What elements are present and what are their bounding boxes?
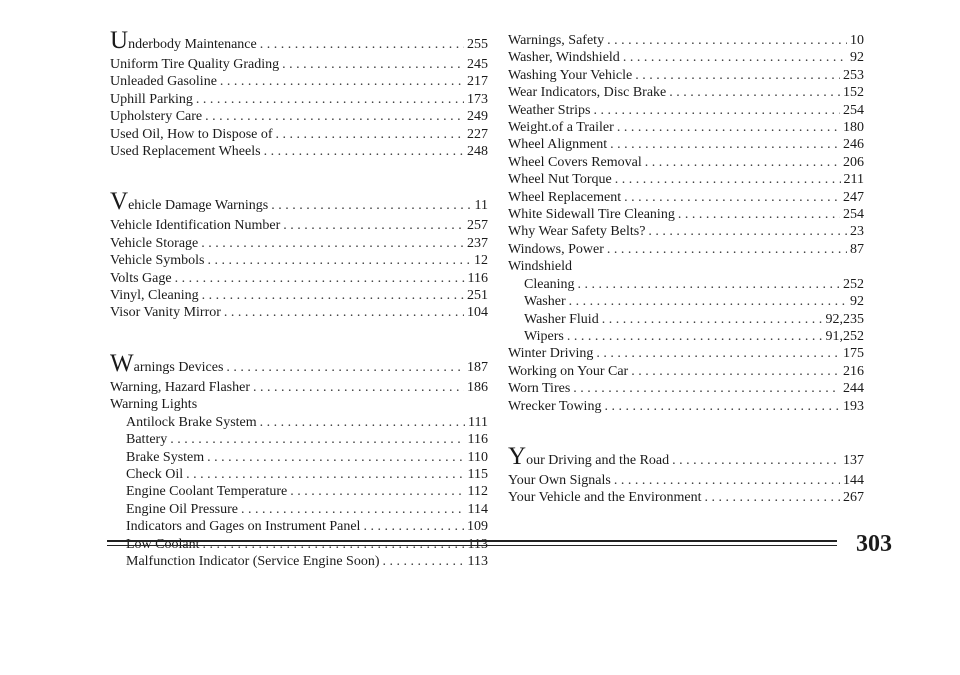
entry-page: 248 <box>467 144 488 160</box>
leader-dots <box>170 431 464 448</box>
entry-page: 11 <box>474 198 488 214</box>
index-entry <box>110 414 488 431</box>
entry-label: Washer Fluid <box>524 311 599 327</box>
page-number: 303 <box>856 531 892 557</box>
entry-label: Vehicle Identification Number <box>110 218 281 234</box>
index-entry <box>508 442 864 472</box>
entry-label: Wheel Replacement <box>508 189 622 205</box>
entry-label: Vehicle Storage <box>110 235 199 251</box>
index-entry <box>508 363 864 380</box>
leader-dots <box>573 380 840 397</box>
leader-dots <box>282 56 464 73</box>
entry-page: 211 <box>843 172 864 188</box>
entry-page: 267 <box>843 490 864 506</box>
index-entry <box>110 143 488 160</box>
entry-label: Cleaning <box>524 276 575 292</box>
index-entry <box>110 217 488 234</box>
entry-label: Engine Coolant Temperature <box>126 484 288 500</box>
entry-page: 255 <box>467 37 488 52</box>
index-entry <box>508 293 864 310</box>
entry-label: Upholstery Care <box>110 109 203 125</box>
entry-page: 186 <box>467 379 488 395</box>
entry-page: 144 <box>843 472 864 488</box>
entry-page: 252 <box>843 276 864 292</box>
leader-dots <box>623 49 847 66</box>
entry-label: Check Oil <box>126 466 184 482</box>
entry-page: 251 <box>467 288 488 304</box>
entry-label: Used Replacement Wheels <box>110 144 261 160</box>
footer-rule <box>107 540 837 542</box>
entry-label: Uphill Parking <box>110 91 193 107</box>
entry-page: 23 <box>850 224 864 240</box>
index-column-left <box>110 27 488 570</box>
index-entry <box>110 252 488 269</box>
entry-label: Wheel Alignment <box>508 137 608 153</box>
entry-page: 116 <box>467 270 488 286</box>
leader-dots <box>631 363 840 380</box>
entry-label: Why Wear Safety Belts? <box>508 224 646 240</box>
entry-label: Worn Tires <box>508 381 571 397</box>
entry-label: Vehicle Symbols <box>110 253 205 269</box>
leader-dots <box>224 304 464 321</box>
entry-page: 227 <box>467 126 488 142</box>
entry-label-rest: our Driving and the Road <box>526 452 670 468</box>
index-entry <box>110 518 488 535</box>
entry-label: Unleaded Gasoline <box>110 74 217 90</box>
index-entry <box>508 49 864 66</box>
index-entry <box>110 466 488 483</box>
leader-dots <box>705 489 840 506</box>
index-entry <box>110 501 488 518</box>
leader-dots <box>253 379 464 396</box>
entry-page: 254 <box>843 102 864 118</box>
entry-page: 206 <box>843 154 864 170</box>
index-entry <box>110 270 488 287</box>
index-entry <box>508 154 864 171</box>
index-entry <box>110 235 488 252</box>
leader-dots <box>186 466 464 483</box>
index-heading: Windshield <box>508 259 572 275</box>
entry-label: Warnings, Safety <box>508 33 605 48</box>
entry-page: 237 <box>467 235 488 251</box>
entry-label: Wear Indicators, Disc Brake <box>508 85 667 101</box>
entry-page: 253 <box>843 67 864 83</box>
index-entry <box>508 472 864 489</box>
index-entry <box>110 91 488 108</box>
leader-dots <box>607 32 847 49</box>
entry-page: 91,252 <box>825 328 864 344</box>
index-entry <box>508 67 864 84</box>
leader-dots <box>283 217 464 234</box>
entry-label: Wrecker Towing <box>508 398 602 414</box>
entry-page: 245 <box>467 57 488 72</box>
entry-page: 10 <box>850 33 864 48</box>
index-entry <box>508 119 864 136</box>
index-entry <box>508 311 864 328</box>
entry-page: 216 <box>843 363 864 379</box>
index-entry <box>508 489 864 506</box>
leader-dots <box>226 357 464 379</box>
index-section <box>508 32 864 415</box>
leader-dots <box>648 223 847 240</box>
entry-page: 152 <box>843 85 864 101</box>
leader-dots <box>593 102 840 119</box>
entry-label <box>508 442 670 472</box>
index-entry <box>508 189 864 206</box>
entry-label: Vinyl, Cleaning <box>110 288 199 304</box>
leader-dots <box>610 136 840 153</box>
index-entry <box>508 345 864 362</box>
entry-label: Windows, Power <box>508 241 604 257</box>
leader-dots <box>569 293 847 310</box>
index-entry <box>508 241 864 258</box>
index-entry <box>110 349 488 379</box>
index-entry <box>110 379 488 396</box>
entry-page: 246 <box>843 137 864 153</box>
footer-rule-thin <box>107 545 837 546</box>
index-entry <box>508 84 864 101</box>
entry-label <box>110 27 257 56</box>
entry-label: Wipers <box>524 328 564 344</box>
entry-page: 92 <box>850 50 864 66</box>
entry-label: Weight.of a Trailer <box>508 120 614 136</box>
entry-page: 257 <box>467 218 488 234</box>
leader-dots <box>578 276 840 293</box>
entry-page: 113 <box>467 553 488 569</box>
entry-page: 249 <box>467 109 488 125</box>
entry-label <box>110 349 224 379</box>
index-entry <box>110 483 488 500</box>
index-entry <box>110 287 488 304</box>
entry-label: Uniform Tire Quality Grading <box>110 57 280 72</box>
entry-label: Washing Your Vehicle <box>508 67 633 83</box>
entry-label: Wheel Nut Torque <box>508 172 612 188</box>
entry-page: 113 <box>467 536 488 552</box>
entry-page: 193 <box>843 398 864 414</box>
index-section <box>110 27 488 160</box>
entry-label: Low Coolant <box>126 536 200 552</box>
leader-dots <box>175 270 465 287</box>
leader-dots <box>672 450 840 472</box>
index-section <box>110 349 488 570</box>
index-entry <box>508 276 864 293</box>
index-entry <box>110 73 488 90</box>
index-entry <box>508 171 864 188</box>
entry-label: Engine Oil Pressure <box>126 501 238 517</box>
index-entry <box>508 136 864 153</box>
entry-page: 187 <box>467 359 488 375</box>
index-entry <box>110 56 488 73</box>
entry-page: 244 <box>843 381 864 397</box>
entry-page: 104 <box>467 305 488 321</box>
leader-dots <box>602 311 823 328</box>
entry-page: 180 <box>843 120 864 136</box>
entry-label-rest: arnings Devices <box>133 359 224 375</box>
index-section <box>508 442 864 507</box>
entry-label-rest: ehicle Damage Warnings <box>128 198 269 214</box>
index-entry <box>110 304 488 321</box>
entry-page: 175 <box>843 346 864 362</box>
index-entry <box>110 553 488 570</box>
entry-label: Weather Strips <box>508 102 591 118</box>
leader-dots <box>617 119 840 136</box>
entry-label: Your Own Signals <box>508 472 611 488</box>
leader-dots <box>615 171 841 188</box>
entry-page: 254 <box>843 207 864 223</box>
entry-initial: Y <box>508 442 527 470</box>
leader-dots <box>208 252 472 269</box>
index-entry <box>508 380 864 397</box>
leader-dots <box>196 91 464 108</box>
leader-dots <box>607 241 847 258</box>
index-entry <box>508 102 864 119</box>
index-heading: Warning Lights <box>110 397 198 413</box>
entry-label: Brake System <box>126 449 205 465</box>
entry-label: Washer, Windshield <box>508 50 620 66</box>
entry-initial: V <box>110 188 129 216</box>
leader-dots <box>363 518 464 535</box>
entry-label: White Sidewall Tire Cleaning <box>508 207 675 223</box>
entry-label: Winter Driving <box>508 346 594 362</box>
entry-label: Used Oil, How to Dispose of <box>110 126 273 142</box>
entry-label: Working on Your Car <box>508 363 629 379</box>
entry-page: 109 <box>467 519 488 535</box>
entry-page: 111 <box>468 414 488 430</box>
leader-dots <box>202 287 464 304</box>
entry-label-rest: nderbody Maintenance <box>128 37 257 52</box>
entry-label <box>110 188 269 217</box>
entry-label: Indicators and Gages on Instrument Panel <box>126 519 361 535</box>
entry-label: Your Vehicle and the Environment <box>508 490 702 506</box>
index-entry <box>508 328 864 345</box>
index-entry <box>110 431 488 448</box>
leader-dots <box>614 472 840 489</box>
entry-label: Malfunction Indicator (Service Engine Soon) <box>126 553 380 569</box>
index-section <box>110 188 488 321</box>
entry-page: 12 <box>474 253 488 269</box>
index-entry <box>508 223 864 240</box>
entry-page: 217 <box>467 74 488 90</box>
leader-dots <box>596 345 840 362</box>
index-entry <box>110 126 488 143</box>
leader-dots <box>264 143 464 160</box>
index-entry <box>110 108 488 125</box>
index-entry <box>110 449 488 466</box>
entry-page: 115 <box>467 466 488 482</box>
entry-page: 87 <box>850 241 864 257</box>
entry-page: 92,235 <box>825 311 864 327</box>
entry-label: Battery <box>126 432 168 448</box>
leader-dots <box>241 501 465 518</box>
entry-page: 137 <box>843 452 864 468</box>
entry-page: 110 <box>467 449 488 465</box>
leader-dots <box>567 328 823 345</box>
leader-dots <box>678 206 840 223</box>
leader-dots <box>624 189 840 206</box>
entry-label: Washer <box>524 294 566 310</box>
index-entry <box>110 188 488 217</box>
leader-dots <box>201 235 464 252</box>
leader-dots <box>207 449 464 466</box>
leader-dots <box>260 414 465 431</box>
entry-page: 173 <box>467 91 488 107</box>
entry-initial: U <box>110 27 129 54</box>
entry-page: 116 <box>467 432 488 448</box>
entry-page: 112 <box>467 484 488 500</box>
entry-label: Wheel Covers Removal <box>508 154 642 170</box>
leader-dots <box>205 108 464 125</box>
leader-dots <box>260 34 464 56</box>
leader-dots <box>604 398 840 415</box>
entry-label: Visor Vanity Mirror <box>110 305 221 321</box>
index-entry <box>508 32 864 49</box>
leader-dots <box>382 553 464 570</box>
leader-dots <box>635 67 840 84</box>
leader-dots <box>271 195 471 217</box>
leader-dots <box>276 126 464 143</box>
leader-dots <box>669 84 840 101</box>
entry-label: Antilock Brake System <box>126 414 257 430</box>
entry-initial: W <box>110 349 134 377</box>
index-entry <box>110 27 488 56</box>
entry-label: Warning, Hazard Flasher <box>110 379 250 395</box>
entry-page: 92 <box>850 294 864 310</box>
entry-page: 114 <box>467 501 488 517</box>
index-entry <box>508 398 864 415</box>
entry-page: 247 <box>843 189 864 205</box>
index-entry <box>508 206 864 223</box>
index-column-right <box>508 32 864 507</box>
leader-dots <box>645 154 840 171</box>
entry-label: Volts Gage <box>110 270 172 286</box>
leader-dots <box>290 483 464 500</box>
leader-dots <box>220 73 464 90</box>
